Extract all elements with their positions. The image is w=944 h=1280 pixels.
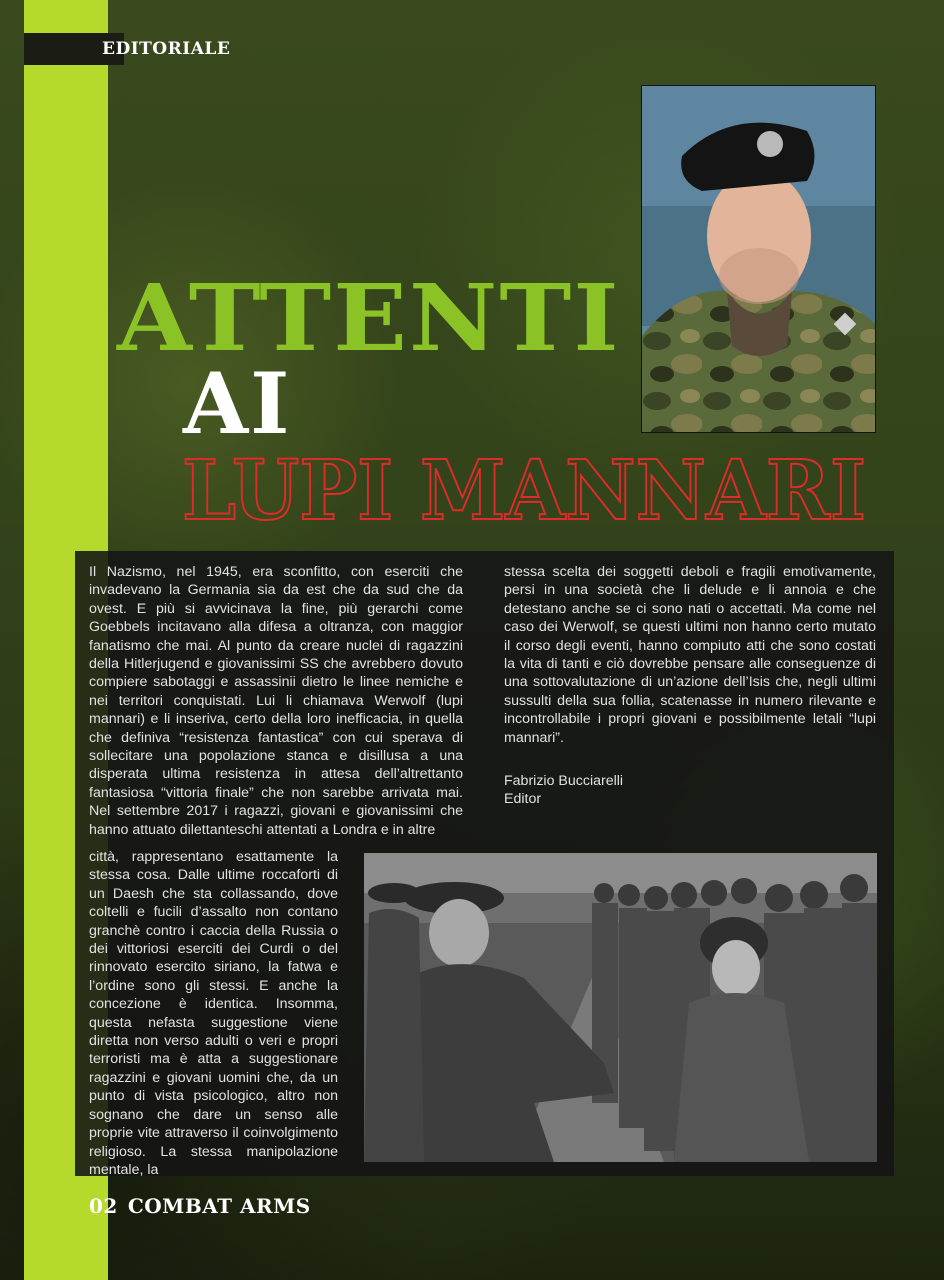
article-column-1-bottom: città, rappresentano esattamente la stessa cosa. Dalle ultime roccaforti di un Daesh che sta collassando, dove coltelli e fucili d’assalto non contano granchè contro i caccia della Russia o dei vittoriosi eserciti dei Curdi o del rinnovato esercito siriano, la fatwa e l’ordine sono gli stessi. E anche la concezione è identica. Insomma, questa nefasta suggestione viene diretta non verso adulti o veri e propri terroristi ma è atta a suggestionare ragazzini e giovani uomini che, da un punto di vista psicologico, altro non sognano che dare un senso alle proprie vite attraverso il coinvolgimento religioso. La stessa manipolazione mentale, la — [89, 849, 338, 1178]
editor-portrait-photo — [641, 85, 876, 433]
historical-photo-illustration — [364, 853, 877, 1162]
page-footer — [89, 1194, 311, 1218]
headline-line-3: LUPI MANNARI — [182, 443, 867, 539]
article-column-1-top: Il Nazismo, nel 1945, era sconfitto, con eserciti che invadevano la Germania sia da est che da sud che da ovest. E più si avvicinava la fine, più gerarchi come Goebbels incitavano alla difesa a oltranza, con maggior fanatismo che mai. Al punto da creare nuclei di ragazzini della Hitlerjugend e giovanissimi SS che avrebbero dovuto compiere sabotaggi e assassinii dietro le linee nemiche e nei territori conquistati. Lui li chiamava Werwolf (lupi mannari) e li inseriva, certo della loro inefficacia, in quella che definiva “resistenza fantastica” con cui sperava di sollecitare una popolazione stanca e disillusa a una disperata ultima resistenza in attesa dell’altrettanto fantasiosa “vittoria finale” che non sarebbe arrivata mai. Nel settembre 2017 i ragazzi, giovani e giovanissimi che hanno attuato dilettanteschi attentati a Londra e in altre — [89, 564, 463, 838]
headline-line-2: AI — [183, 354, 292, 453]
portrait-illustration — [642, 86, 876, 433]
signature-block — [504, 772, 704, 809]
author-name: Fabrizio Bucciarelli — [504, 773, 624, 789]
page-number: 02 — [89, 1194, 118, 1218]
headline-line-1: ATTENTI — [117, 264, 621, 372]
article-column-2: stessa scelta dei soggetti deboli e fragili emotivamente, persi in una società che li delude e li annoia e che detestano anche se ci sono nati o accettati. Ma come nel caso dei Werwolf, se questi ultimi non hanno certo mutato il corso degli eventi, hanno compiuto atti che sono costati la vita di tanti e ciò dovrebbe pensare alle conseguenze di una sottovalutazione di un’azione dell’Isis che, negli ultimi sussulti della sua follia, scatenasse in numero rilevante e incontrollabile i propri giovani e possibilmente letali “lupi mannari”. — [504, 564, 876, 746]
section-label: EDITORIALE — [102, 39, 231, 59]
historical-photo — [364, 853, 877, 1162]
magazine-name: COMBAT ARMS — [127, 1194, 311, 1218]
author-role: Editor — [504, 791, 542, 808]
